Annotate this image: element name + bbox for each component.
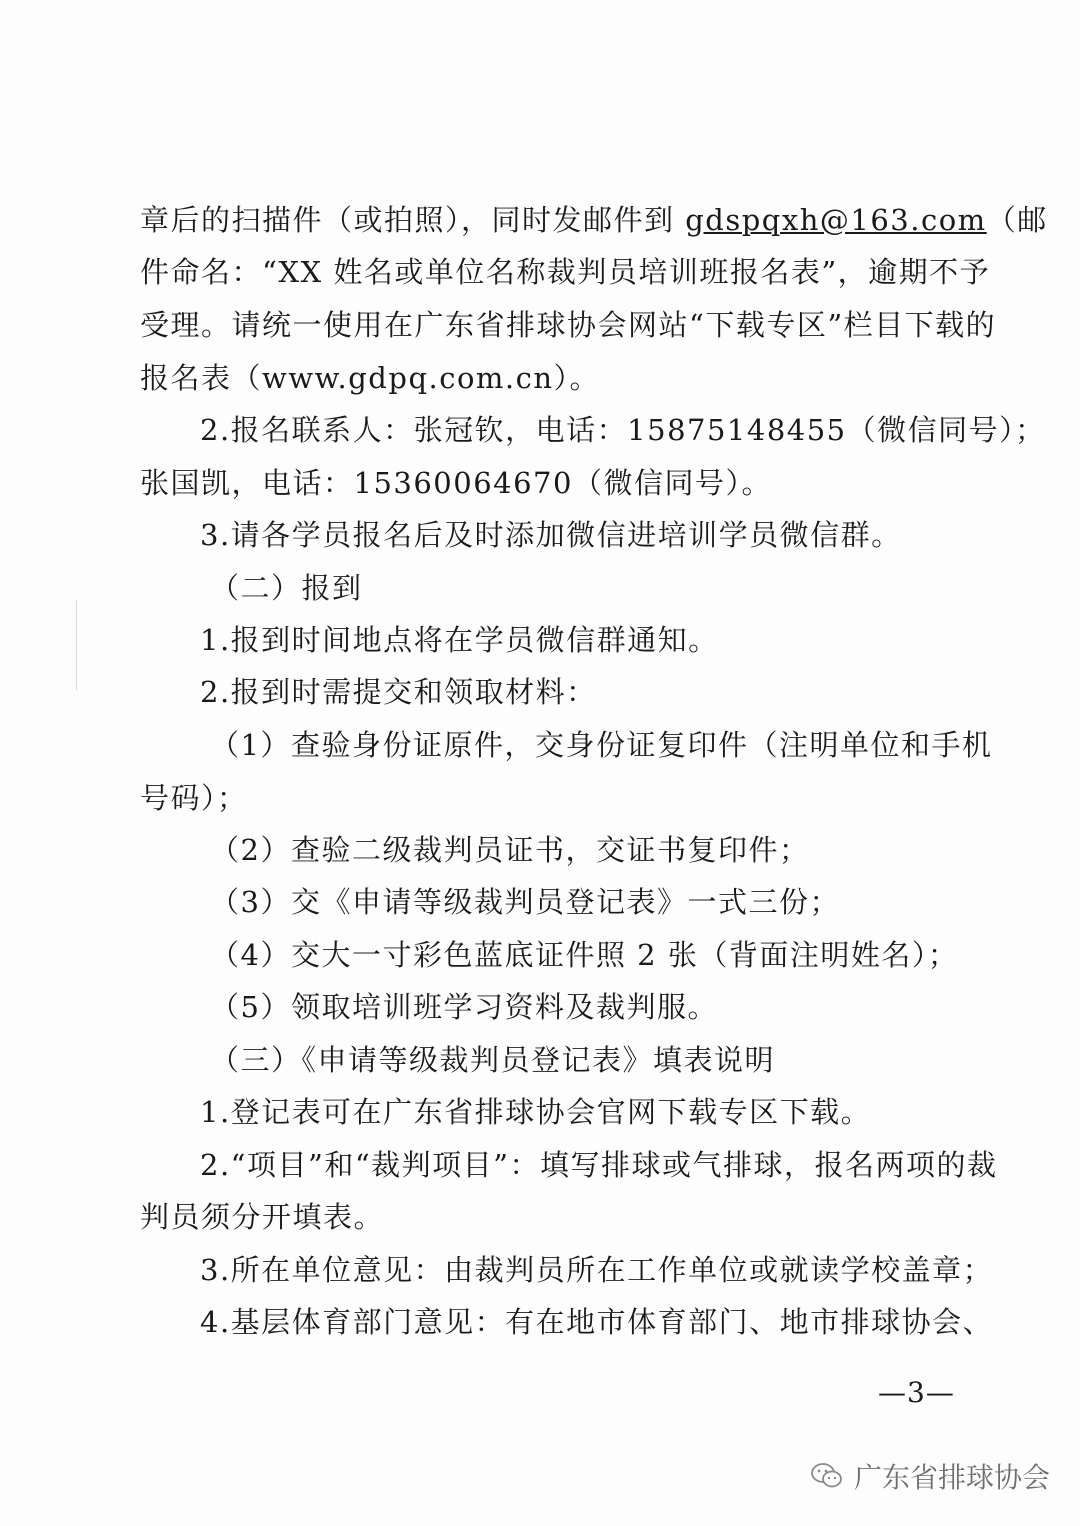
line-19: 2.“项目”和“裁判项目”：填写排球或气排球，报名两项的裁 bbox=[200, 1148, 998, 1182]
section-heading-2: （二）报到 bbox=[210, 571, 363, 605]
email-link[interactable]: gdspqxh@163.com bbox=[685, 203, 987, 237]
line-9: 1.报到时间地点将在学员微信群通知。 bbox=[200, 623, 719, 657]
line-4: 报名表（www.gdpq.com.cn）。 bbox=[140, 361, 601, 395]
scan-margin-mark bbox=[76, 600, 77, 690]
line-13: （2）查验二级裁判员证书，交证书复印件； bbox=[210, 833, 810, 867]
line-1-text-b: （邮 bbox=[986, 203, 1048, 237]
line-1-text-a: 章后的扫描件（或拍照），同时发邮件到 bbox=[140, 203, 686, 237]
line-22: 4.基层体育部门意见：有在地市体育部门、地市排球协会、 bbox=[200, 1305, 994, 1339]
line-5: 2.报名联系人：张冠钦，电话：15875148455（微信同号）； bbox=[200, 413, 1046, 447]
section-heading-3: （三）《申请等级裁判员登记表》填表说明 bbox=[210, 1043, 776, 1077]
line-2: 件命名：“XX 姓名或单位名称裁判员培训班报名表”，逾期不予 bbox=[140, 255, 991, 289]
line-21: 3.所在单位意见：由裁判员所在工作单位或就读学校盖章； bbox=[200, 1253, 994, 1287]
line-18: 1.登记表可在广东省排球协会官网下载专区下载。 bbox=[200, 1095, 872, 1129]
line-11: （1）查验身份证原件，交身份证复印件（注明单位和手机 bbox=[210, 728, 993, 762]
line-20: 判员须分开填表。 bbox=[140, 1200, 385, 1234]
line-7: 3.请各学员报名后及时添加微信进培训学员微信群。 bbox=[200, 518, 902, 552]
line-15: （4）交大一寸彩色蓝底证件照 2 张（背面注明姓名）； bbox=[210, 938, 959, 972]
line-14: （3）交《申请等级裁判员登记表》一式三份； bbox=[210, 885, 840, 919]
page-number: —3— bbox=[878, 1376, 955, 1409]
line-16: （5）领取培训班学习资料及裁判服。 bbox=[210, 990, 718, 1024]
line-10: 2.报到时需提交和领取材料： bbox=[200, 675, 597, 709]
watermark-label: 广东省排球协会 bbox=[853, 1461, 1050, 1494]
watermark bbox=[810, 1456, 1050, 1496]
line-12: 号码）； bbox=[140, 781, 248, 815]
wechat-icon bbox=[810, 1461, 844, 1491]
line-6: 张国凯，电话：15360064670（微信同号）。 bbox=[140, 466, 772, 500]
line-3: 受理。请统一使用在广东省排球协会网站“下载专区”栏目下载的 bbox=[140, 308, 997, 342]
line-1 bbox=[140, 200, 1048, 240]
